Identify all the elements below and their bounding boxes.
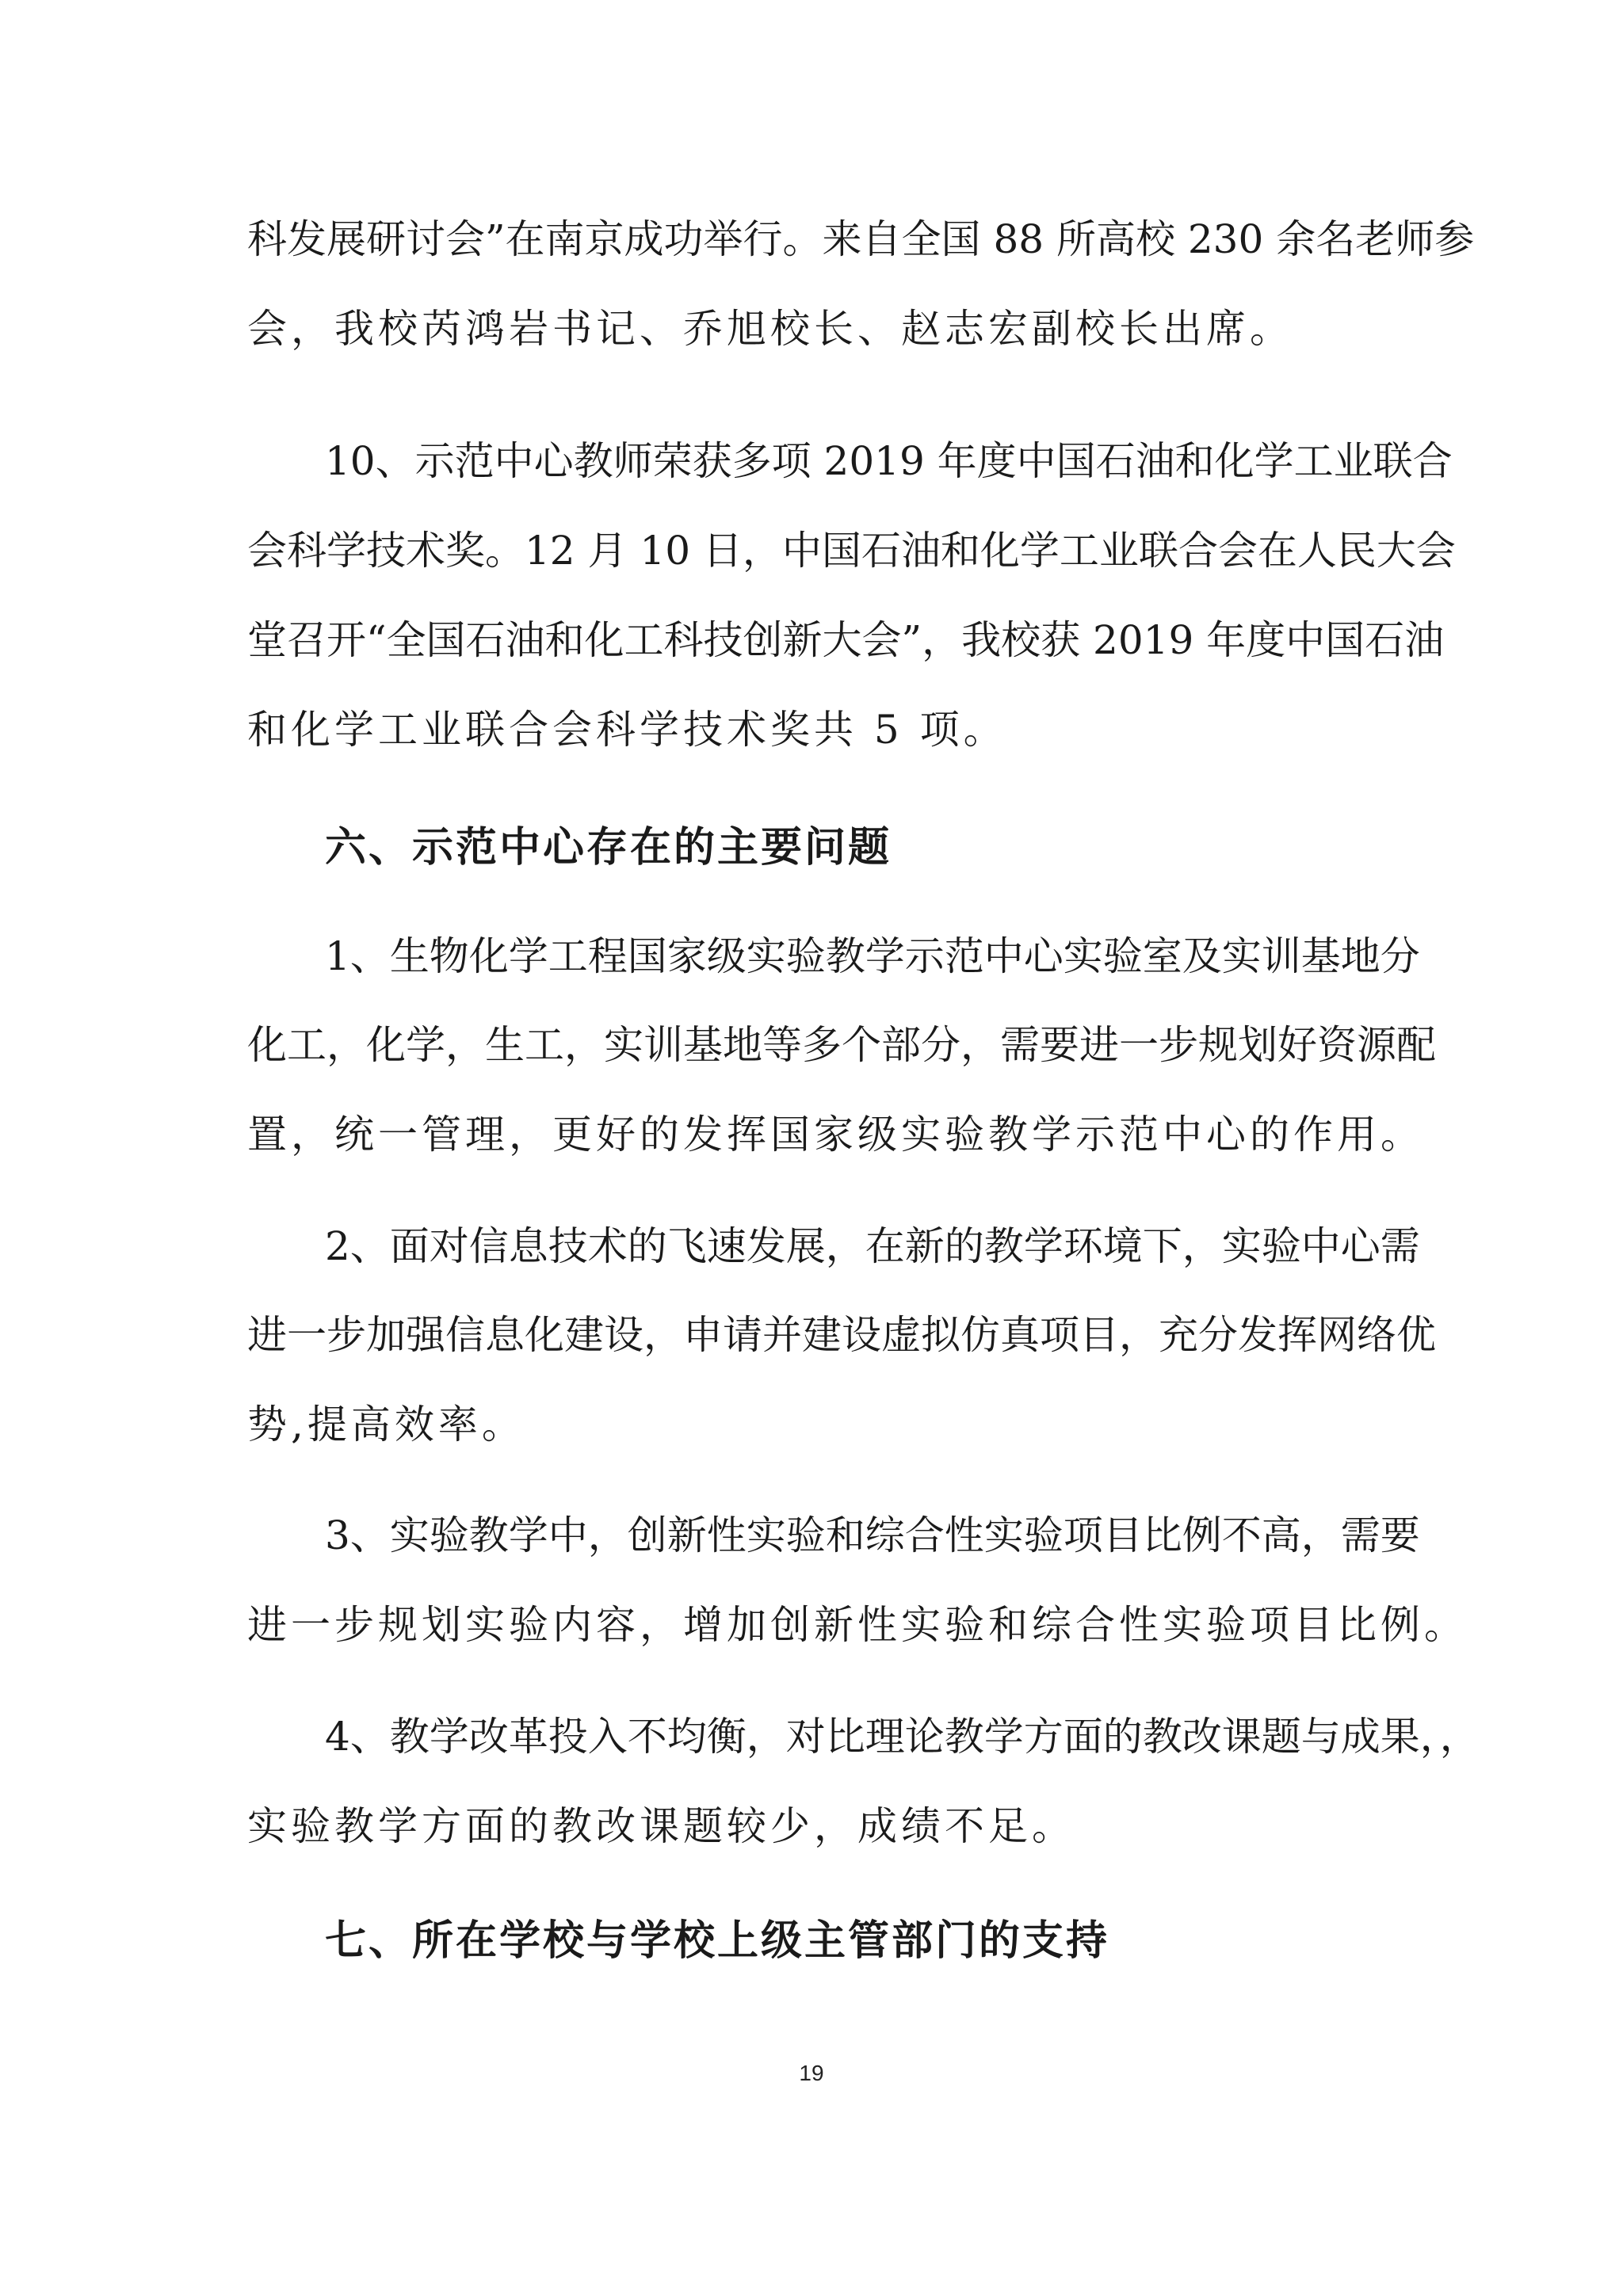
paragraph-line: 1、生物化学工程国家级实验教学示范中心实验室及实训基地分: [325, 933, 1420, 979]
paragraph-line: 堂召开“全国石油和化工科技创新大会”，我校获 2019 年度中国石油: [247, 617, 1445, 663]
paragraph-line: 势,提高效率。: [247, 1402, 525, 1447]
paragraph-line: 置，统一管理，更好的发挥国家级实验教学示范中心的作用。: [247, 1112, 1424, 1158]
paragraph-line: 4、教学改革投入不均衡，对比理论教学方面的教改课题与成果，，: [325, 1714, 1480, 1760]
paragraph-line: 和化学工业联合会科学技术奖共 5 项。: [247, 707, 1007, 753]
paragraph-line: 实验教学方面的教改课题较少，成绩不足。: [247, 1803, 1075, 1849]
paragraph-line: 会科学技术奖。12 月 10 日，中国石油和化学工业联合会在人民大会: [247, 528, 1456, 574]
paragraph-line: 2、面对信息技术的飞速发展，在新的教学环境下，实验中心需: [325, 1223, 1420, 1269]
paragraph-line: 进一步加强信息化建设，申请并建设虚拟仿真项目，充分发挥网络优: [247, 1312, 1436, 1358]
section-heading: 七、所在学校与学校上级主管部门的支持: [325, 1917, 1110, 1965]
paragraph-line: 会，我校芮鸿岩书记、乔旭校长、赵志宏副校长出席。: [247, 306, 1293, 352]
page-number: 19: [799, 2061, 824, 2085]
paragraph-line: 科发展研讨会”在南京成功举行。来自全国 88 所高校 230 余名老师参: [247, 216, 1475, 262]
section-heading: 六、示范中心存在的主要问题: [325, 824, 892, 871]
paragraph-line: 3、实验教学中，创新性实验和综合性实验项目比例不高，需要: [325, 1512, 1420, 1558]
paragraph-line: 10、示范中心教师荣获多项 2019 年度中国石油和化学工业联合: [325, 438, 1453, 484]
paragraph-line: 进一步规划实验内容，增加创新性实验和综合性实验项目比例。: [247, 1602, 1468, 1648]
paragraph-line: 化工，化学，生工，实训基地等多个部分，需要进一步规划好资源配: [247, 1022, 1436, 1068]
